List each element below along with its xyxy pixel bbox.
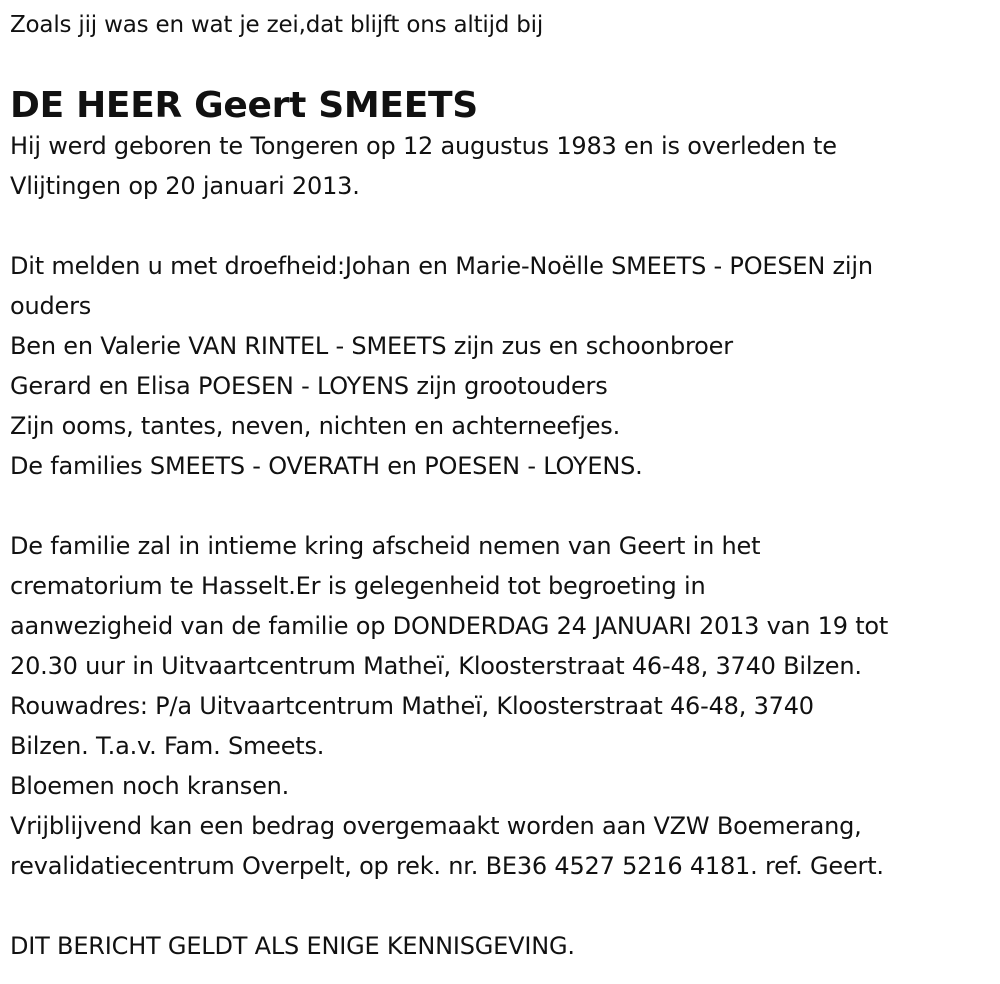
text-line: Bilzen. T.a.v. Fam. Smeets.: [10, 732, 325, 760]
ceremony-paragraph: [10, 526, 995, 886]
text-line: Rouwadres: P/a Uitvaartcentrum Matheï, Kloosterstraat 46-48, 3740: [10, 692, 814, 720]
deceased-name-heading: DE HEER Geert SMEETS: [10, 85, 478, 126]
paragraph-spacer: [10, 886, 995, 926]
birth-death-paragraph: [10, 126, 995, 206]
motto-line: Zoals jij was en wat je zei,dat blijft ons altijd bij: [10, 12, 544, 38]
text-line: Bloemen noch kransen.: [10, 772, 290, 800]
text-line: crematorium te Hasselt.Er is gelegenheid tot begroeting in: [10, 572, 706, 600]
text-line: Vrijblijvend kan een bedrag overgemaakt worden aan VZW Boemerang,: [10, 812, 862, 840]
family-announcement-paragraph: [10, 246, 995, 486]
text-line: Gerard en Elisa POESEN - LOYENS zijn grootouders: [10, 372, 608, 400]
text-line: Zijn ooms, tantes, neven, nichten en achterneefjes.: [10, 412, 621, 440]
closing-statement: DIT BERICHT GELDT ALS ENIGE KENNISGEVING.: [10, 932, 575, 960]
obituary-notice: [10, 8, 995, 966]
paragraph-spacer: [10, 486, 995, 526]
text-line: 20.30 uur in Uitvaartcentrum Matheï, Kloosterstraat 46-48, 3740 Bilzen.: [10, 652, 862, 680]
text-line: aanwezigheid van de familie op DONDERDAG 24 JANUARI 2013 van 19 tot: [10, 612, 889, 640]
paragraph-spacer: [10, 206, 995, 246]
text-line: Dit melden u met droefheid:Johan en Marie-Noëlle SMEETS - POESEN zijn: [10, 252, 873, 280]
text-line: Ben en Valerie VAN RINTEL - SMEETS zijn zus en schoonbroer: [10, 332, 733, 360]
text-line: Vlijtingen op 20 januari 2013.: [10, 172, 360, 200]
text-line: De familie zal in intieme kring afscheid nemen van Geert in het: [10, 532, 761, 560]
text-line: ouders: [10, 292, 92, 320]
text-line: De families SMEETS - OVERATH en POESEN - LOYENS.: [10, 452, 643, 480]
text-line: Hij werd geboren te Tongeren op 12 augustus 1983 en is overleden te: [10, 132, 837, 160]
text-line: revalidatiecentrum Overpelt, op rek. nr. BE36 4527 5216 4181. ref. Geert.: [10, 852, 884, 880]
